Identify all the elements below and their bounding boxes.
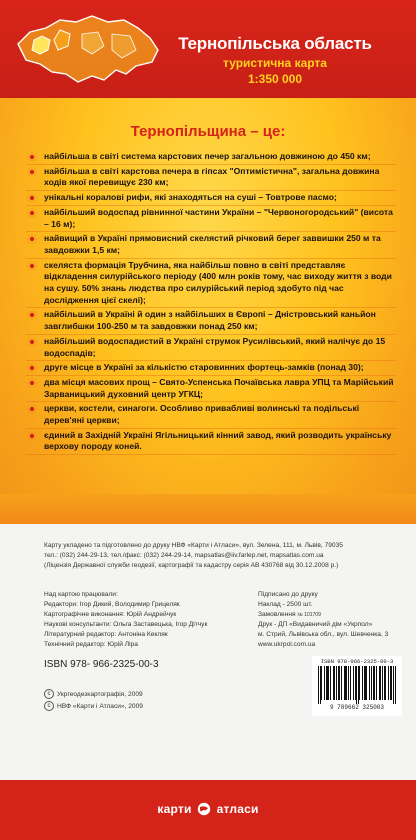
bullet-icon (26, 337, 38, 347)
barcode-bar (334, 666, 335, 700)
list-item (26, 206, 396, 232)
bullet-icon (26, 208, 38, 218)
bullet-icon (26, 193, 38, 203)
order-number: № 101709 (297, 612, 321, 618)
barcode-bar (373, 666, 374, 700)
barcode-bar (344, 666, 345, 700)
credit-line: Картографічне виконання: Юрій Андрейчук (44, 611, 177, 618)
print-line (258, 610, 408, 620)
print-line: Наклад - 2500 шт. (258, 601, 313, 608)
bullet-icon (26, 363, 38, 373)
publisher-line: Карту укладено та підготовлено до друку НВФ «Карти і Атласи», вул. Зелена, 111, м. Львів, 79035 (44, 542, 343, 549)
barcode-bar (341, 666, 342, 700)
section-title: Тернопільщина – це: (130, 123, 286, 140)
list-item (26, 259, 396, 309)
barcode-bar (393, 666, 394, 704)
barcode-bar (318, 666, 319, 704)
copyright-line (44, 701, 143, 713)
barcode-bar (326, 666, 327, 700)
barcode-bar (388, 666, 389, 700)
header (0, 0, 416, 98)
credits (44, 590, 254, 650)
footer (0, 780, 416, 840)
copyright-block (44, 689, 143, 713)
credit-line: Літературний редактор: Антоніна Кекляк (44, 631, 168, 638)
list-item (26, 376, 396, 402)
barcode (312, 656, 402, 716)
barcode-bar (362, 666, 363, 700)
copyright-text: Укргеодезкартографія, 2009 (57, 691, 143, 698)
list-item (26, 232, 396, 258)
barcode-bar (353, 666, 354, 700)
barcode-bar (358, 666, 359, 704)
brand-logo (0, 802, 416, 816)
barcode-bar (382, 666, 383, 700)
fact-text: два місця масових прощ – Свято-Успенська Почаївська лавра УПЦ та Марійський Зарваницький духовний центр УГКЦ; (44, 376, 394, 399)
fact-text: церкви, костели, синагоги. Особливо привабливі волинські та подільські дерев'яні церкви; (44, 403, 360, 426)
bullet-icon (26, 431, 38, 441)
barcode-bar (366, 666, 367, 700)
fact-text: найбільша в світі система карстових печер загальною довжиною до 450 км; (44, 151, 371, 161)
page-title: Тернопільська область (178, 34, 372, 53)
copyright-text: НВФ «Карти і Атласи», 2009 (57, 703, 143, 710)
fact-text: найбільший в Україні й один з найбільших в Європі – Дністровський каньйон завглибшки 100-250 м та завдовжки понад 250 км; (44, 309, 376, 332)
credit-line: Редактори: Ігор Дикий, Володимир Грицеляк (44, 601, 180, 608)
barcode-bar (380, 666, 381, 700)
bullet-icon (26, 234, 38, 244)
bullet-icon (26, 378, 38, 388)
barcode-bars (318, 666, 396, 704)
brand-right: атласи (216, 802, 259, 816)
list-item (26, 429, 396, 455)
barcode-bar (345, 666, 346, 700)
cover-bottom-strip (0, 494, 416, 524)
barcode-bar (390, 666, 391, 700)
barcode-bar (385, 666, 386, 700)
barcode-bar (359, 666, 360, 700)
order-label: Замовлення (258, 611, 296, 618)
facts-list (26, 150, 396, 455)
list-item (26, 308, 396, 334)
barcode-bar (336, 666, 337, 700)
fact-text: найбільша в світі карстова печера в гіпсах "Оптимістична", загальна довжина ходів якої перевищує 230 км; (44, 165, 380, 188)
barcode-bar (355, 666, 356, 700)
barcode-bar (328, 666, 329, 700)
map-subtitle: туристична карта (223, 56, 327, 70)
print-info (258, 590, 408, 650)
barcode-bar (338, 666, 339, 700)
barcode-bar (320, 666, 321, 704)
bullet-icon (26, 404, 38, 414)
fact-text: найбільший водоспад рівнинної частини України – "Червоногородський" (висота – 16 м); (44, 206, 393, 229)
barcode-bar (327, 666, 328, 700)
credit-line: Наукові консультанти: Ольга Заставецька, Ігор Дітчук (44, 621, 208, 628)
isbn-main: ISBN 978- 966-2325-00-3 (44, 659, 159, 670)
fact-text: найбільший водоспадистий в Україні струмок Русилівський, який налічує до 15 водоспадів; (44, 335, 386, 358)
globe-icon (197, 802, 211, 816)
credit-line: Над картою працювали: (44, 591, 118, 598)
barcode-bar (371, 666, 372, 700)
barcode-bar (346, 666, 347, 700)
list-item (26, 335, 396, 361)
list-item (26, 165, 396, 191)
publisher-line: (Ліцензія Державної служби геодезії, картографії та кадастру серія АВ 430768 від 30.12.2008 р.) (44, 562, 339, 569)
barcode-bar (374, 666, 375, 700)
barcode-bar (356, 666, 357, 704)
fact-text: найвищий в Україні прямовисний скелястий річковий берег заввишки 250 м та завдовжки 1,5 км; (44, 233, 381, 255)
list-item (26, 150, 396, 165)
barcode-bar (330, 666, 331, 700)
fact-text: унікальні коралові рифи, які знаходяться на суші – Товтрове пасмо; (44, 192, 337, 203)
barcode-digits: 9 789662 325003 (329, 704, 384, 711)
barcode-bar (333, 666, 334, 700)
fact-text: друге місце в Україні за кількістю старовинних фортець-замків (понад 30); (44, 362, 364, 373)
barcode-bar (348, 666, 349, 700)
list-item (26, 191, 396, 206)
barcode-bar (384, 666, 385, 700)
fact-text: скелястa формація Трубчина, яка найбільш повно в світі представляє відкладення силурійського періоду (400 млн років тому, час виходу життя з води на сушу. 50% знань людства про силурійський період здобуто під час дослідження цієї скелі); (44, 259, 392, 305)
copyright-line (44, 689, 143, 701)
bullet-icon (26, 152, 38, 162)
print-line: м. Стрий, Львівська обл., вул. Шевченка, 3 (258, 631, 389, 638)
bullet-icon (26, 310, 38, 320)
bullet-icon (26, 167, 38, 177)
copyright-icon: c (44, 689, 54, 699)
barcode-bar (365, 666, 366, 700)
barcode-bar (369, 666, 370, 700)
bullet-icon (26, 261, 38, 271)
print-line: www.ukrpol.com.ua (258, 641, 316, 648)
publisher-line: тел.: (032) 244-29-13, тел./факс: (032) 244-29-14, mapsatlas@iiv.farlep.net, mapsatlas.com.ua (44, 552, 324, 559)
publisher-info (44, 541, 394, 571)
credit-line: Технічний редактор: Юрій Ліра (44, 641, 138, 648)
brand-left: карти (157, 802, 192, 816)
barcode-bar (395, 666, 396, 704)
barcode-bar (321, 666, 322, 700)
barcode-bar (379, 666, 380, 700)
ukraine-map-icon (12, 10, 162, 92)
barcode-isbn: ISBN 978-966-2325-00-3 (320, 658, 394, 665)
copyright-icon: c (44, 701, 54, 711)
map-scale: 1:350 000 (247, 72, 303, 86)
barcode-bar (376, 666, 377, 700)
barcode-bar (350, 666, 351, 700)
fact-text: єдиний в Західній Україні Ягільницький кінний завод, який розводить українську верхову породу коней. (44, 429, 392, 452)
barcode-bar (324, 666, 325, 700)
barcode-bar (364, 666, 365, 700)
list-item (26, 402, 396, 428)
list-item (26, 361, 396, 376)
print-line: Підписано до друку (258, 591, 318, 598)
barcode-bar (339, 666, 340, 700)
print-line: Друк - ДП «Видавничий дім «Укрпол» (258, 621, 373, 628)
barcode-bar (391, 666, 392, 700)
